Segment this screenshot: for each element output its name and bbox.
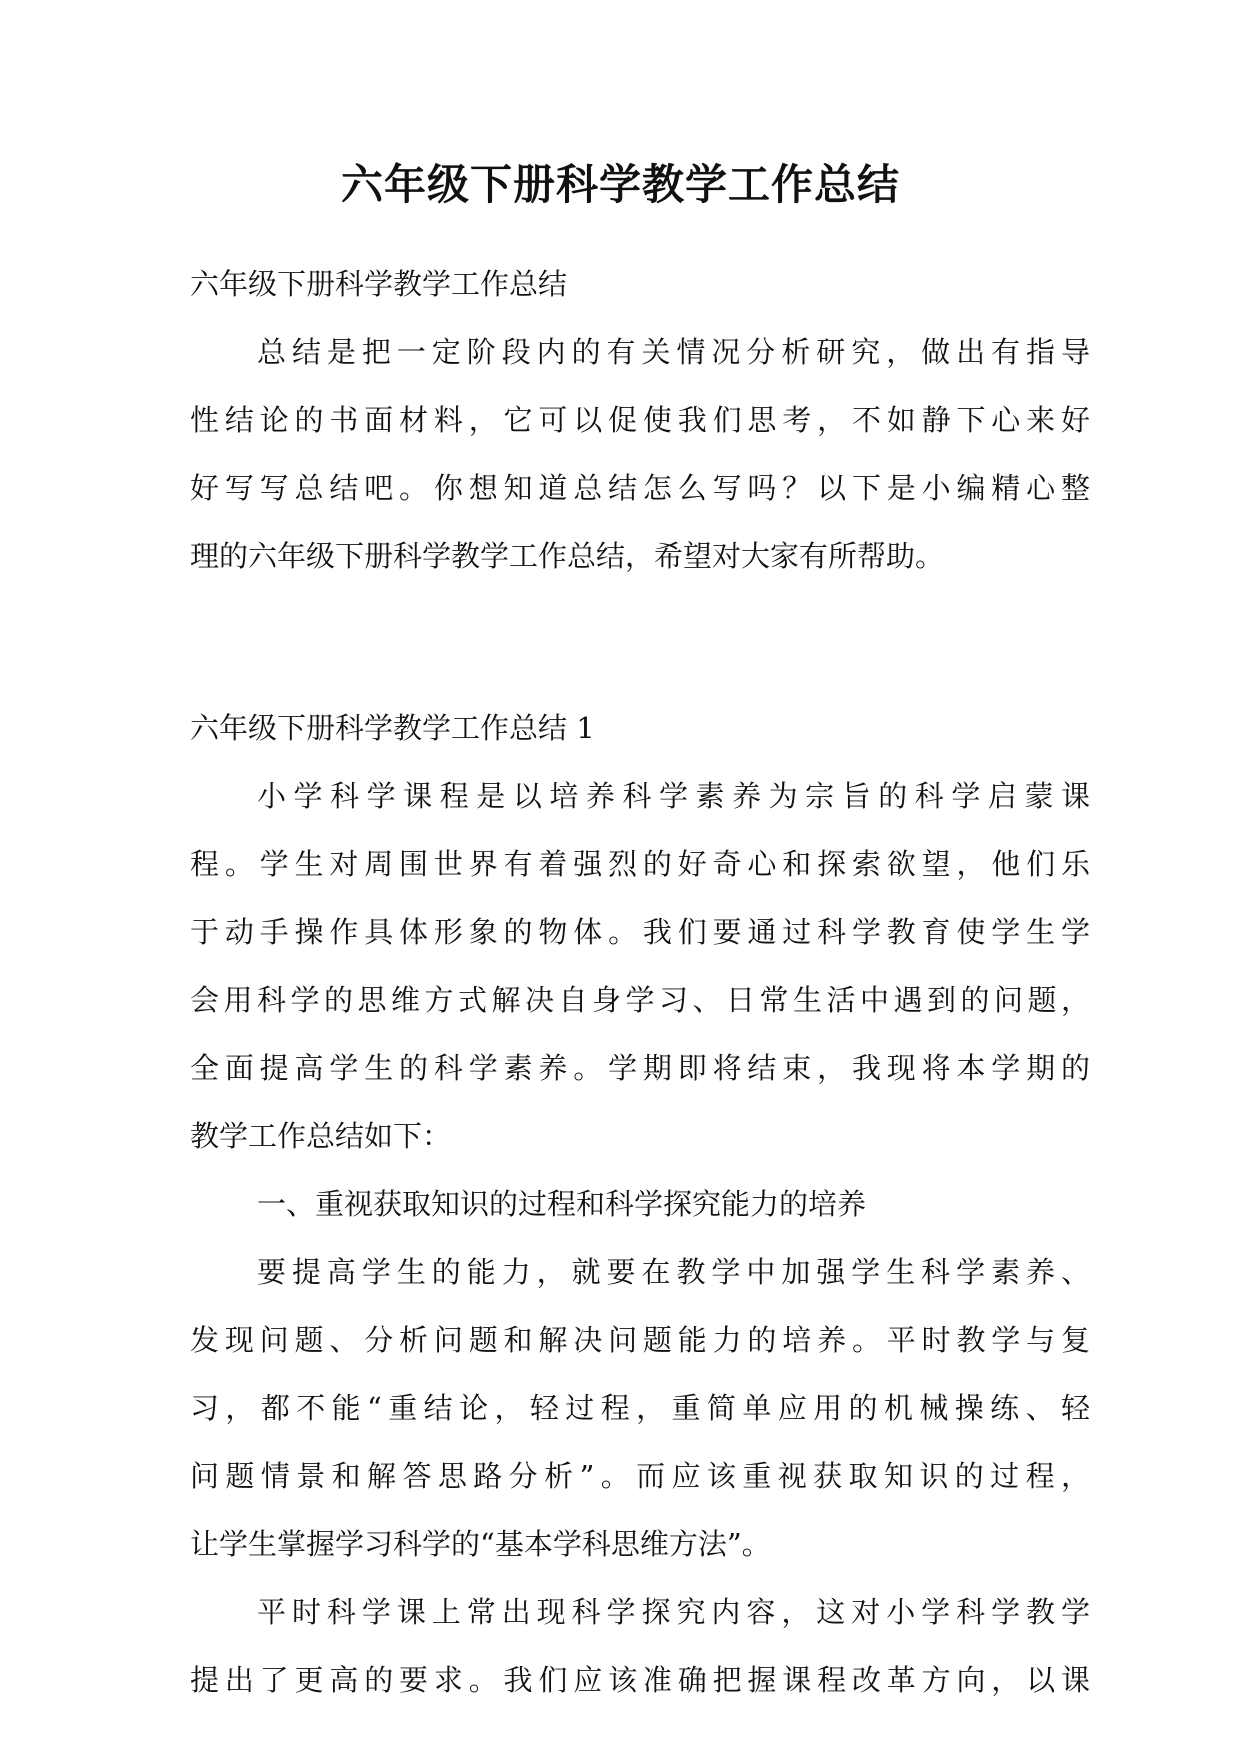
paragraph-line: 习，都不能“重结论，轻过程，重简单应用的机械操练、轻 <box>190 1391 1090 1425</box>
paragraph-line: 提出了更高的要求。我们应该准确把握课程改革方向，以课 <box>190 1663 1090 1697</box>
paragraph-line: 性结论的书面材料，它可以促使我们思考，不如静下心来好 <box>190 403 1090 437</box>
paragraph-line: 总结是把一定阶段内的有关情况分析研究，做出有指导 <box>257 335 1090 369</box>
paragraph-line: 教学工作总结如下： <box>190 1119 452 1153</box>
paragraph-line: 要提高学生的能力，就要在教学中加强学生科学素养、 <box>257 1255 1090 1289</box>
paragraph-line: 发现问题、分析问题和解决问题能力的培养。平时教学与复 <box>190 1323 1090 1357</box>
paragraph-line: 好写写总结吧。你想知道总结怎么写吗？以下是小编精心整 <box>190 471 1090 505</box>
paragraph-line: 于动手操作具体形象的物体。我们要通过科学教育使学生学 <box>190 915 1090 949</box>
section-heading: 六年级下册科学教学工作总结 1 <box>190 711 595 745</box>
intro-heading: 六年级下册科学教学工作总结 <box>190 267 568 301</box>
paragraph-line: 小学科学课程是以培养科学素养为宗旨的科学启蒙课 <box>257 779 1090 813</box>
subsection-heading: 一、重视获取知识的过程和科学探究能力的培养 <box>257 1187 867 1221</box>
paragraph-line: 问题情景和解答思路分析”。而应该重视获取知识的过程， <box>190 1459 1090 1493</box>
paragraph-line: 理的六年级下册科学教学工作总结，希望对大家有所帮助。 <box>190 539 945 573</box>
document-title: 六年级下册科学教学工作总结 <box>340 160 900 209</box>
paragraph-line: 会用科学的思维方式解决自身学习、日常生活中遇到的问题， <box>190 983 1090 1017</box>
paragraph-line: 程。学生对周围世界有着强烈的好奇心和探索欲望，他们乐 <box>190 847 1090 881</box>
paragraph-line: 全面提高学生的科学素养。学期即将结束，我现将本学期的 <box>190 1051 1090 1085</box>
paragraph-line: 平时科学课上常出现科学探究内容，这对小学科学教学 <box>257 1595 1090 1629</box>
paragraph-line: 让学生掌握学习科学的“基本学科思维方法”。 <box>190 1527 771 1561</box>
